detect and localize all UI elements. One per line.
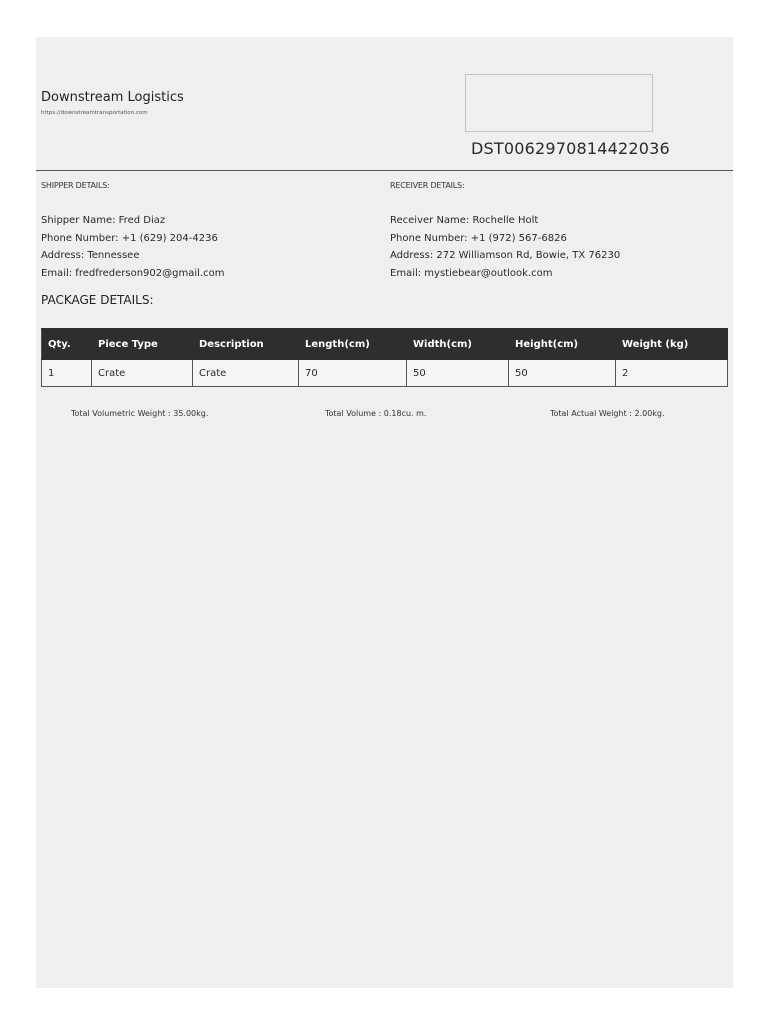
total-actual-weight: Total Actual Weight : 2.00kg. xyxy=(550,409,665,418)
company-name: Downstream Logistics xyxy=(41,90,184,105)
cell-piece-type: Crate xyxy=(92,360,193,387)
receiver-name: Receiver Name: Rochelle Holt xyxy=(390,215,539,226)
total-volume: Total Volume : 0.18cu. m. xyxy=(325,409,427,418)
cell-length: 70 xyxy=(299,360,407,387)
cell-height: 50 xyxy=(509,360,616,387)
cell-weight: 2 xyxy=(616,360,728,387)
receiver-details-heading: RECEIVER DETAILS: xyxy=(390,181,465,190)
barcode-placeholder xyxy=(465,74,653,132)
receiver-details xyxy=(390,212,620,282)
total-volumetric-weight: Total Volumetric Weight : 35.00kg. xyxy=(71,409,209,418)
cell-description: Crate xyxy=(193,360,299,387)
table-row xyxy=(42,360,728,387)
shipper-address: Address: Tennessee xyxy=(41,250,140,261)
column-header-piece-type: Piece Type xyxy=(92,329,193,360)
receiver-email: Email: mystiebear@outlook.com xyxy=(390,267,553,279)
column-header-length: Length(cm) xyxy=(299,329,407,360)
column-header-weight: Weight (kg) xyxy=(616,329,728,360)
column-header-description: Description xyxy=(193,329,299,360)
cell-width: 50 xyxy=(407,360,509,387)
column-header-height: Height(cm) xyxy=(509,329,616,360)
shipper-details xyxy=(41,212,224,282)
package-details-heading: PACKAGE DETAILS: xyxy=(41,293,154,307)
column-header-qty: Qty. xyxy=(42,329,92,360)
table-header-row xyxy=(42,329,728,360)
shipping-label-sheet xyxy=(36,37,733,988)
shipper-email: Email: fredfrederson902@gmail.com xyxy=(41,267,225,279)
tracking-number: DST0062970814422036 xyxy=(471,139,670,158)
shipper-details-heading: SHIPPER DETAILS: xyxy=(41,181,110,190)
receiver-address: Address: 272 Williamson Rd, Bowie, TX 76230 xyxy=(390,250,621,261)
package-table xyxy=(41,328,728,387)
receiver-phone: Phone Number: +1 (972) 567-6826 xyxy=(390,232,567,244)
shipper-name: Shipper Name: Fred Diaz xyxy=(41,215,166,226)
column-header-width: Width(cm) xyxy=(407,329,509,360)
header-divider xyxy=(36,170,733,171)
cell-qty: 1 xyxy=(42,360,92,387)
shipper-phone: Phone Number: +1 (629) 204-4236 xyxy=(41,232,218,244)
company-url[interactable]: https://downstreamtransportation.com xyxy=(41,110,148,116)
